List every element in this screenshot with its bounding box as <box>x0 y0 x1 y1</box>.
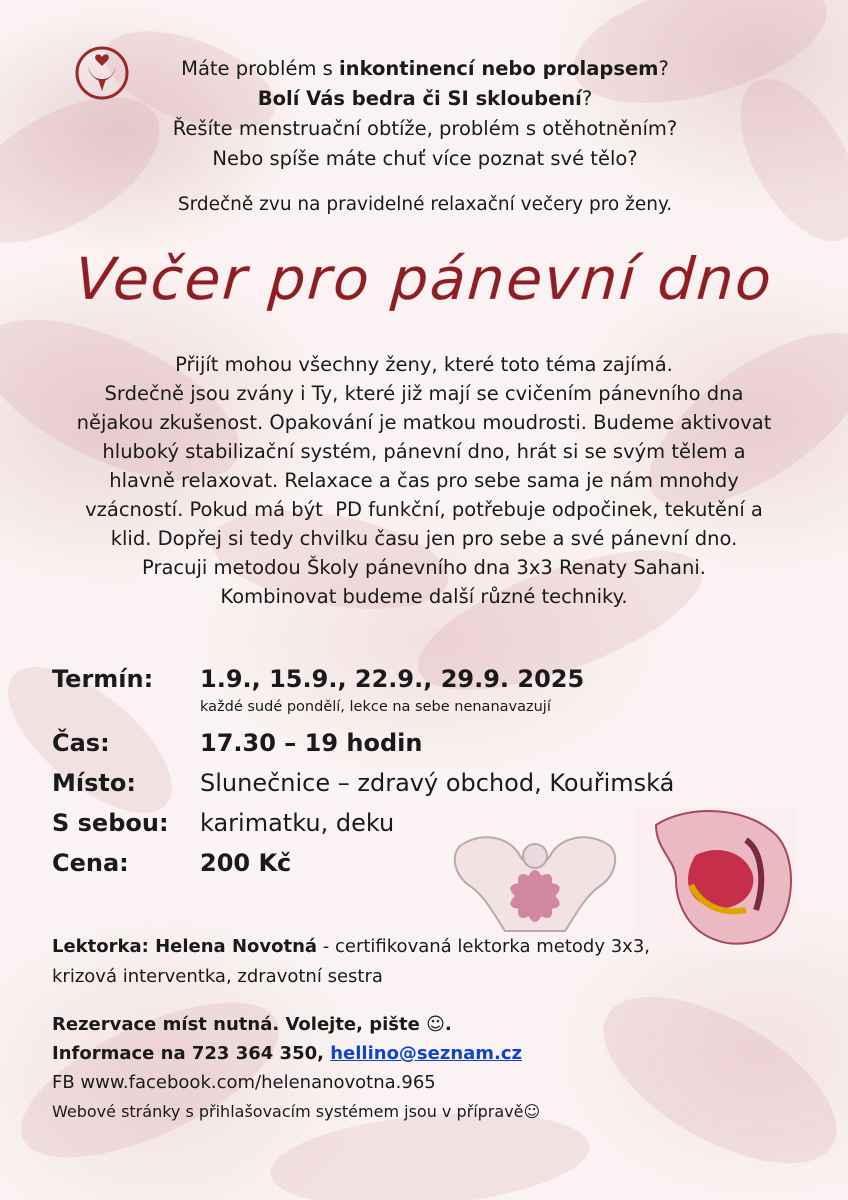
description-line: Srdečně jsou zvány i Ty, které již mají se cvičením pánevního dna <box>104 382 744 405</box>
description-line: hlavně relaxovat. Relaxace a čas pro sebe sama je nám mnohdy <box>109 469 739 492</box>
website-note: Webové stránky s přihlašovacím systémem jsou v přípravě☺ <box>52 1102 541 1121</box>
page-title: Večer pro pánevní dno <box>72 245 776 313</box>
description-line: hluboký stabilizační systém, pánevní dno, hrát si se svým tělem a <box>102 440 746 463</box>
intro-questions <box>100 54 750 220</box>
termin-value: 1.9., 15.9., 22.9., 29.9. 2025 <box>200 665 585 693</box>
description-line: klid. Dopřej si tedy chvilku času jen pro sebe a své pánevní dno. <box>110 527 738 550</box>
intro-line-3: Řešíte menstruační obtíže, problém s otěhotněním? <box>172 117 678 140</box>
description-line: nějakou zkušenost. Opakování je matkou moudrosti. Budeme aktivovat <box>76 411 772 434</box>
lecturer-info <box>52 932 812 992</box>
intro-line-1: Máte problém s inkontinencí nebo prolapsem? <box>181 57 669 80</box>
facebook-text: FB www.facebook.com/helenanovotna.965 <box>52 1072 436 1093</box>
description <box>40 350 808 611</box>
misto-value: Slunečnice – zdravý obchod, Kouřimská <box>200 769 675 797</box>
description-line: Přijít mohou všechny ženy, které toto téma zajímá. <box>175 353 673 376</box>
contact-info <box>52 1010 812 1126</box>
invitation-text: Srdečně zvu na pravidelné relaxační večery pro ženy. <box>177 194 673 215</box>
pelvis-illustration <box>440 826 630 936</box>
termin-label: Termín: <box>52 665 154 693</box>
cena-label: Cena: <box>52 849 129 877</box>
sebou-label: S sebou: <box>52 809 169 837</box>
description-line: Pracuji metodou Školy pánevního dna 3x3 Renaty Sahani. <box>142 556 706 579</box>
lecturer-line-2: krizová interventka, zdravotní sestra <box>52 966 383 987</box>
termin-note: každé sudé pondělí, lekce na sebe nenanavazují <box>200 699 551 715</box>
lecturer-line-1: Lektorka: Helena Novotná - certifikovaná lektorka metody 3x3, <box>52 936 650 957</box>
info-line: Informace na 723 364 350, hellino@seznam.cz <box>52 1043 523 1064</box>
misto-label: Místo: <box>52 769 136 797</box>
email-link[interactable]: hellino@seznam.cz <box>330 1043 523 1064</box>
sebou-value: karimatku, deku <box>200 809 395 837</box>
intro-line-4: Nebo spíše máte chuť více poznat své tělo? <box>212 147 638 170</box>
description-line: vzácností. Pokud má být PD funkční, potřebuje odpočinek, tekutění a <box>85 498 763 521</box>
cena-value: 200 Kč <box>200 849 292 877</box>
cas-value: 17.30 – 19 hodin <box>200 729 423 757</box>
intro-line-2: Bolí Vás bedra či SI skloubení? <box>257 87 593 110</box>
anatomy-illustration <box>636 805 796 951</box>
cas-row <box>52 729 812 769</box>
misto-row <box>52 769 812 809</box>
cas-label: Čas: <box>52 729 110 757</box>
description-line: Kombinovat budeme další různé techniky. <box>220 585 628 608</box>
reservation-text: Rezervace míst nutná. Volejte, pište ☺. <box>52 1014 452 1035</box>
